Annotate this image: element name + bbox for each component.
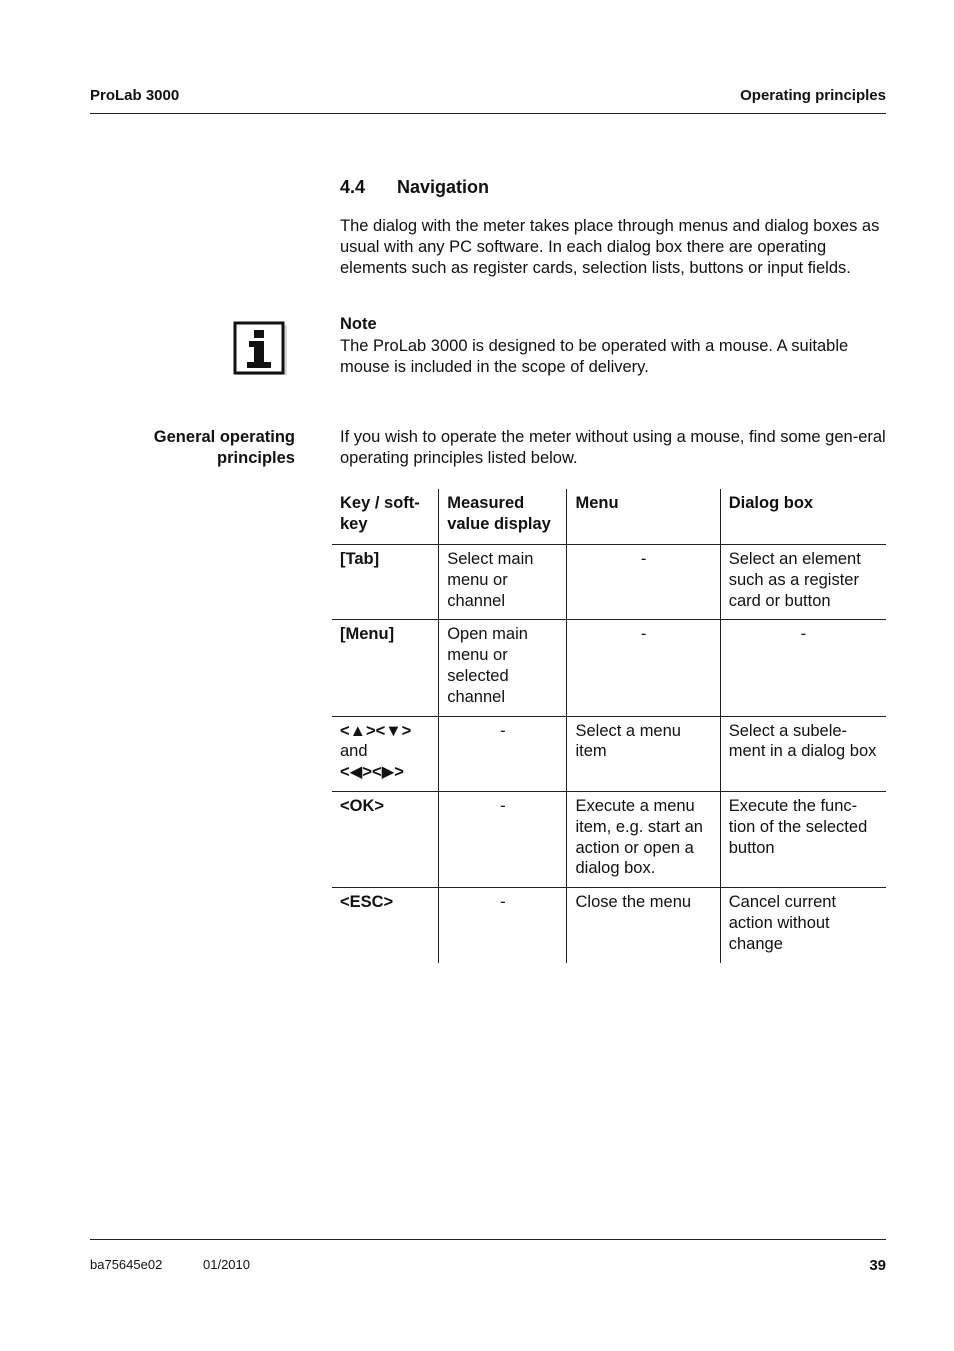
dialog-cell: Select a subele-ment in a dialog box	[720, 716, 886, 791]
footer-date: 01/2010	[203, 1257, 250, 1272]
page-number: 39	[869, 1257, 886, 1274]
arrow-keys-leftright: <◀><▶>	[340, 763, 404, 782]
header-divider	[90, 113, 886, 114]
menu-cell: -	[567, 620, 720, 716]
note-text: The ProLab 3000 is designed to be operated with a mouse. A suitable mouse is included in the scope of delivery.	[340, 337, 849, 376]
header-menu: Menu	[567, 489, 720, 545]
dialog-cell: -	[720, 620, 886, 716]
key-cell: <ESC>	[332, 888, 439, 963]
menu-cell: Select a menu item	[567, 716, 720, 791]
measured-cell: Select main menu or channel	[439, 545, 567, 620]
general-principles-label	[120, 427, 295, 469]
footer-doc-id: ba75645e02	[90, 1257, 163, 1272]
note-title: Note	[340, 315, 377, 333]
dialog-cell: Execute the func-tion of the selected button	[720, 791, 886, 887]
header-measured: Measured value display	[439, 489, 567, 545]
footer-divider	[90, 1239, 886, 1240]
general-label-line2: principles	[217, 449, 295, 467]
key-cell: [Menu]	[332, 620, 439, 716]
table-row	[332, 888, 886, 963]
arrow-keys-updown: <▲><▼>	[340, 721, 412, 740]
key-cell	[332, 716, 439, 791]
measured-cell: -	[439, 791, 567, 887]
table-row	[332, 791, 886, 887]
header-dialog: Dialog box	[720, 489, 886, 545]
key-cell: [Tab]	[332, 545, 439, 620]
dialog-cell: Cancel current action without change	[720, 888, 886, 963]
key-cell: <OK>	[332, 791, 439, 887]
section-number: 4.4	[340, 177, 366, 197]
arrow-keys-and: and	[340, 742, 368, 761]
measured-cell: Open main menu or selected channel	[439, 620, 567, 716]
table-row	[332, 545, 886, 620]
menu-cell: Close the menu	[567, 888, 720, 963]
intro-paragraph: The dialog with the meter takes place through menus and dialog boxes as usual with any PC software. In each dialog box there are operating elements such as register cards, selection lists, buttons or input fields.	[340, 217, 880, 277]
general-principles-text: If you wish to operate the meter without using a mouse, find some gen-eral operating principles listed below.	[340, 428, 886, 467]
menu-cell: -	[567, 545, 720, 620]
measured-cell: -	[439, 888, 567, 963]
dialog-cell: Select an element such as a register card or button	[720, 545, 886, 620]
header-product: ProLab 3000	[90, 87, 180, 104]
header-key: Key / soft-key	[340, 494, 420, 533]
menu-cell: Execute a menu item, e.g. start an action or open a dialog box.	[567, 791, 720, 887]
table-header-row	[332, 489, 886, 545]
table-row	[332, 620, 886, 716]
general-label-line1: General operating	[153, 428, 295, 446]
navigation-keys-table	[332, 489, 886, 963]
header-chapter: Operating principles	[740, 87, 886, 104]
measured-cell: -	[439, 716, 567, 791]
section-title: Navigation	[397, 177, 490, 197]
table-row	[332, 716, 886, 791]
info-icon	[233, 321, 289, 377]
